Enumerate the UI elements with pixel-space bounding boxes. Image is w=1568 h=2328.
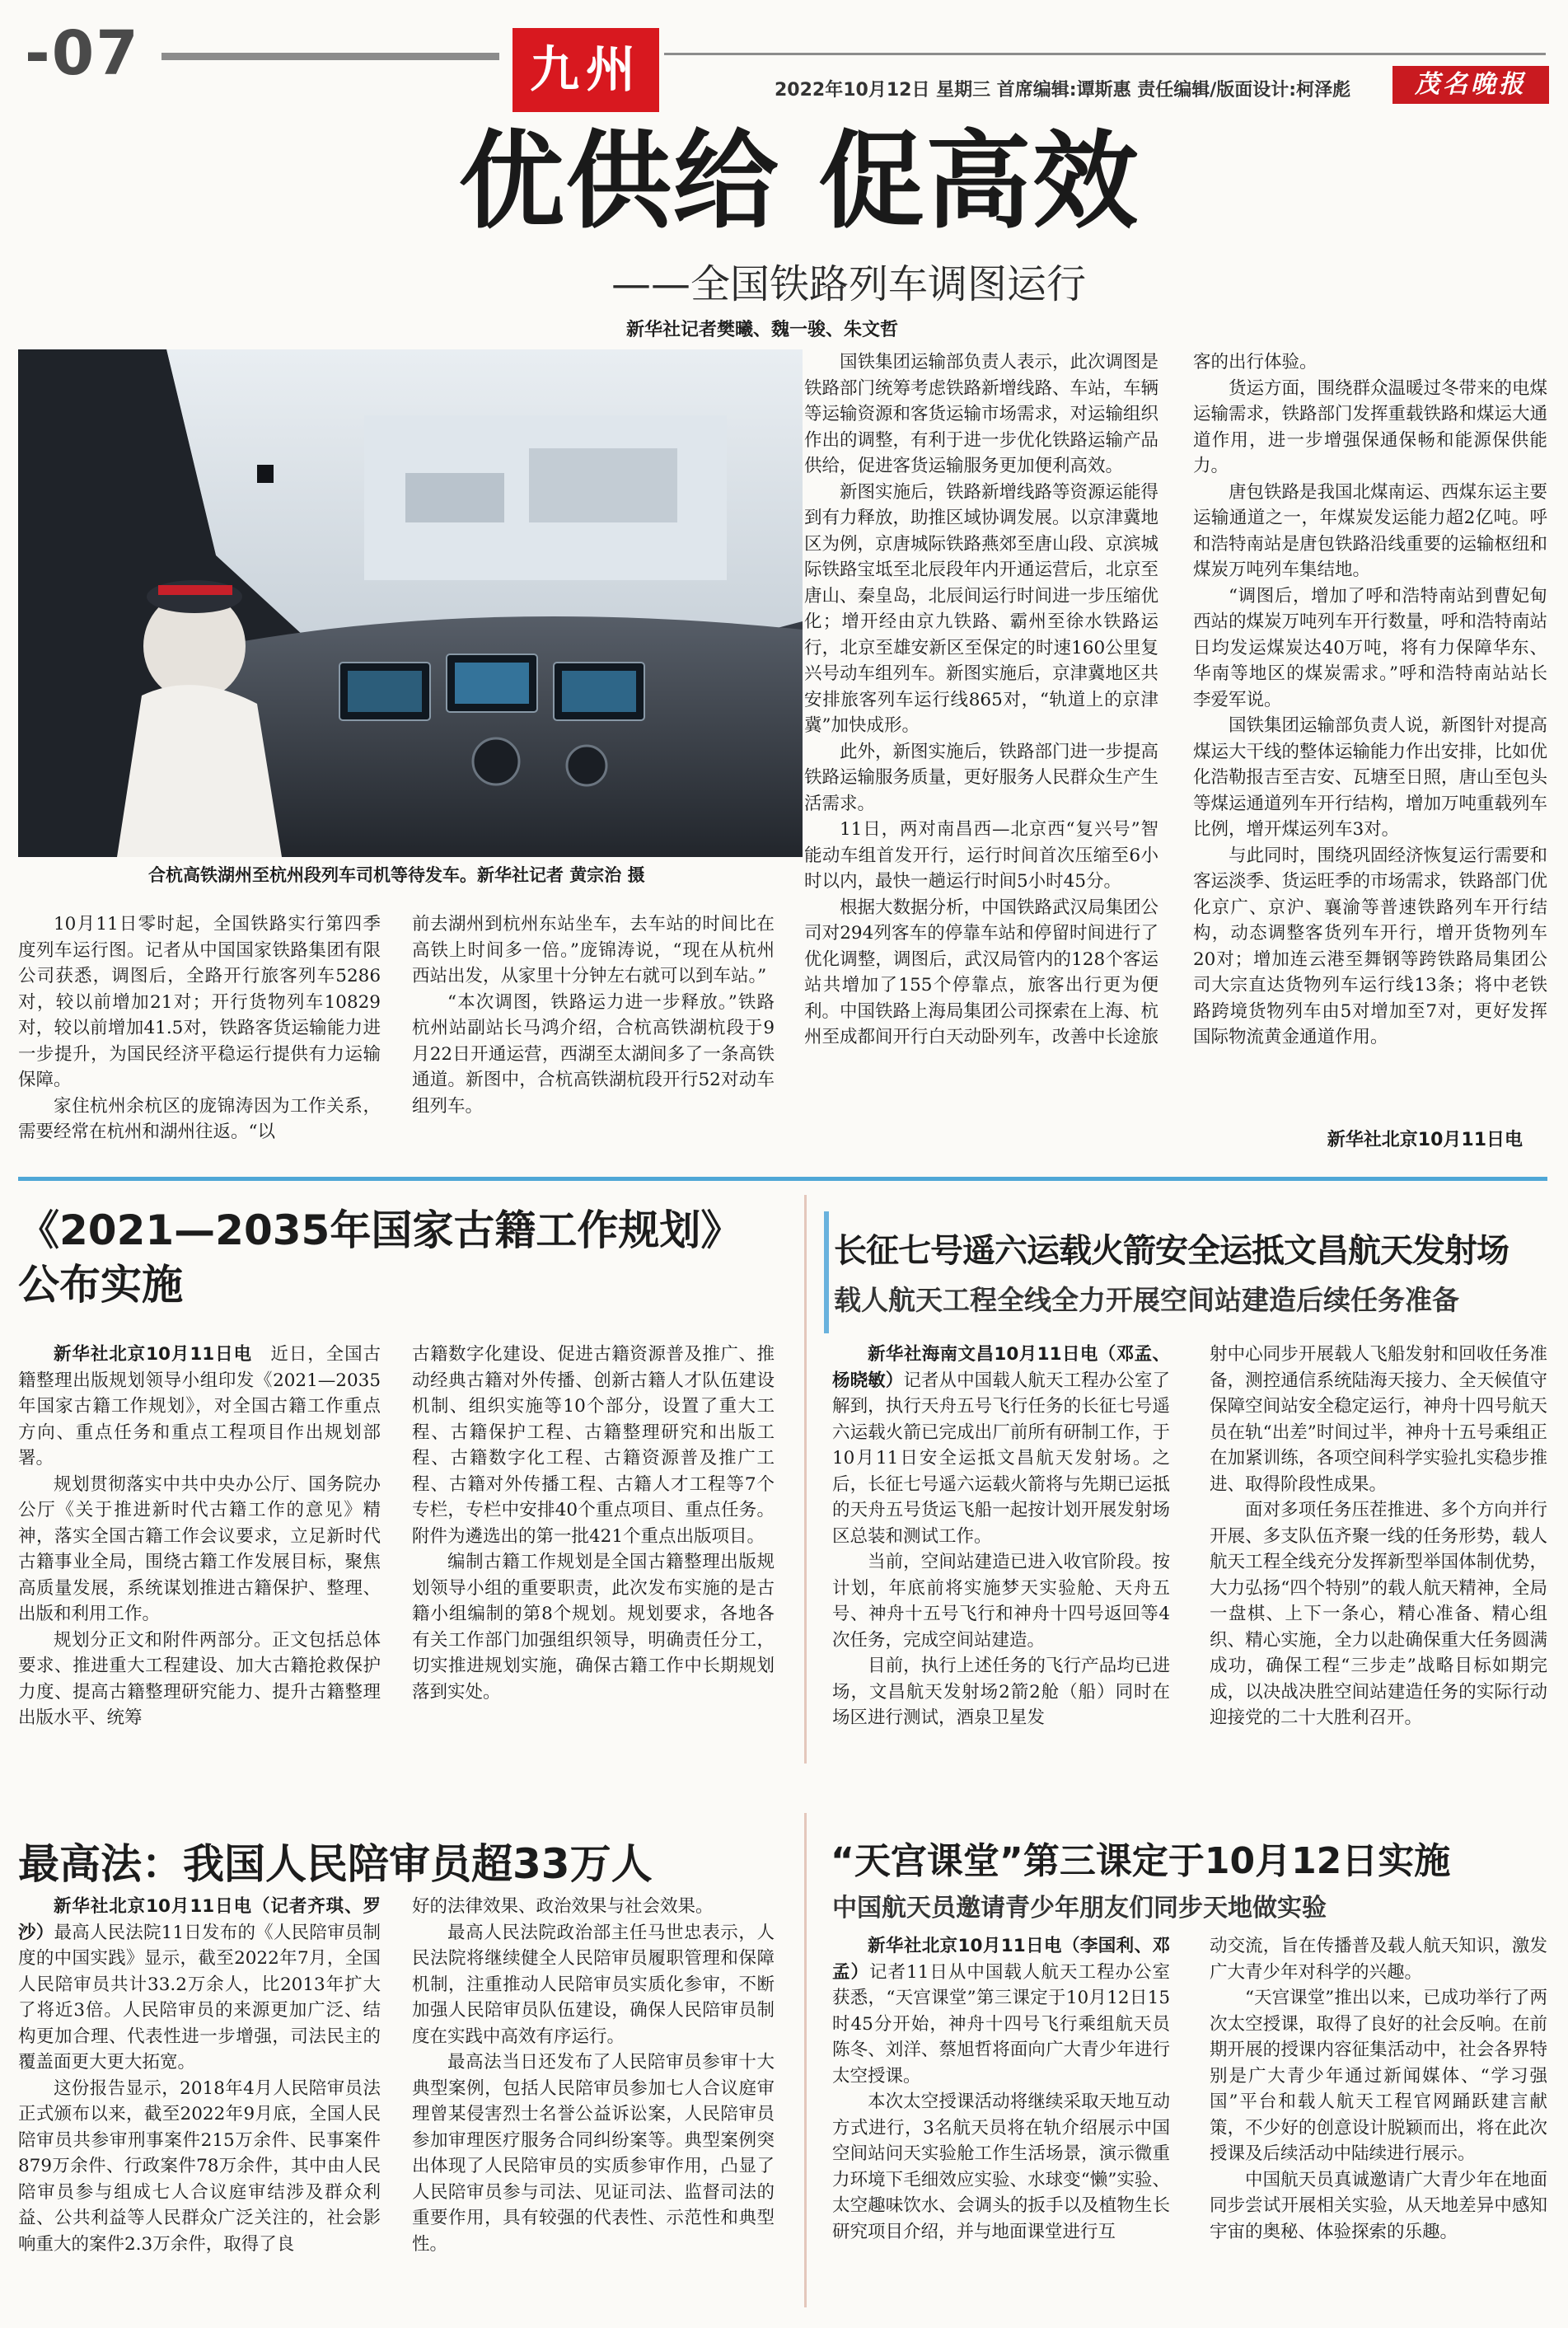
- lead-photo: [18, 349, 803, 857]
- paragraph: 前去湖州到杭州东站坐车，去车站的时间比在高铁上时间多一倍。”庞锦涛说，“现在从杭州西站出发，从家里十分钟左右就可以到车站。”: [412, 914, 775, 986]
- jury-column-2: [412, 1894, 775, 2322]
- paragraph: 家住杭州余杭区的庞锦涛因为工作关系，需要经常在杭州和湖州往返。“以: [18, 1095, 381, 1142]
- vertical-divider: [804, 1813, 807, 2307]
- paragraph: 目前，执行上述任务的飞行产品均已进场，文昌航天发射场2箭2舱（船）同时在场区进行测试，酒泉卫星发: [832, 1656, 1170, 1728]
- rocket-column-1: [832, 1342, 1170, 1778]
- paragraph: 客的出行体验。: [1193, 352, 1318, 372]
- lead-subtitle: ——全国铁路列车调图运行: [611, 261, 1086, 307]
- paragraph: 动交流，旨在传播普及载人航天知识，激发广大青少年对科学的兴趣。: [1210, 1936, 1547, 1983]
- rocket-column-2: [1210, 1342, 1547, 1778]
- paragraph: 规划贯彻落实中共中央办公厅、国务院办公厅《关于推进新时代古籍工作的意见》精神，落实全国古籍工作会议要求，立足新时代古籍事业全局，围绕古籍工作发展目标，聚焦高质量发展，系统谋划推进古籍保护、整理、出版和利用工作。: [18, 1473, 381, 1624]
- rocket-title-bar: [824, 1211, 829, 1333]
- paragraph: 近日，全国古籍整理出版规划领导小组印发《2021—2035年国家古籍工作规划》，对全国古籍工作重点方向、重点任务和重点工程项目作出规划部署。: [18, 1344, 381, 1468]
- guji-column-1: [18, 1342, 381, 1778]
- paragraph: 11日，两对南昌西—北京西“复兴号”智能动车组首发开行，运行时间首次压缩至6小时以内，最快一趟运行时间5小时45分。: [804, 819, 1158, 892]
- masthead-logo: 茂名晚报: [1392, 66, 1549, 104]
- lead-column-1: [18, 911, 381, 1159]
- jury-title: 最高法：我国人民陪审员超33万人: [18, 1840, 653, 1888]
- paragraph: 记者从中国载人航天工程办公室了解到，执行天舟五号飞行任务的长征七号遥六运载火箭已完成出厂前所有研制工作，于10月11日安全运抵文昌航天发射场。之后，长征七号遥六运载火箭将与先期已运抵的天舟五号货运飞船一起按计划开展发射场区总装和测试工作。: [832, 1370, 1170, 1547]
- vertical-divider: [804, 1195, 807, 1764]
- title-line: 《2021—2035年国家古籍工作规划》: [18, 1206, 742, 1254]
- header-rule-left: [161, 53, 499, 60]
- paragraph: 新图实施后，铁路新增线路等资源运能得到有力释放，助推区域协调发展。以京津冀地区为例，京唐城际铁路燕郊至唐山段、京滨城际铁路宝坻至北辰段年内开通运营后，北京至唐山、秦皇岛，北辰间运行时间进一步压缩优化；增开经由京九铁路、霸州至徐水铁路运行，北京至雄安新区至保定的时速160公里复兴号动车组列车。新图实施后，京津冀地区共安排旅客列车运行线865对，“轨道上的京津冀”加快成形。: [804, 481, 1158, 736]
- paragraph: 根据大数据分析，中国铁路武汉局集团公司对294列客车的停靠车站和停留时间进行了优化调整，调图后，武汉局管内的128个客运站共增加了155个停靠点，旅客出行更为便利。中国铁路上海局集团公司探索在上海、杭州至成都间开行白天动卧列车，改善中长途旅: [804, 897, 1158, 1047]
- paragraph: 国铁集团运输部负责人表示，此次调图是铁路部门统筹考虑铁路新增线路、车站，车辆等运输资源和客货运输市场需求，对运输组织作出的调整，有利于进一步优化铁路运输产品供给，促进客货运输服务更加便利高效。: [804, 352, 1158, 476]
- tiangong-column-1: [832, 1933, 1170, 2321]
- paragraph: 唐包铁路是我国北煤南运、西煤东运主要运输通道之一，年煤炭发运能力超2亿吨。呼和浩特南站是唐包铁路沿线重要的运输枢纽和煤炭万吨列车集结地。: [1193, 481, 1547, 580]
- page-number: -07: [25, 18, 140, 89]
- paragraph: 10月11日零时起，全国铁路实行第四季度列车运行图。记者从中国国家铁路集团有限公司获悉，调图后，全路开行旅客列车5286对，较以前增加21对；开行货物列车10829对，较以前增加41.5对，铁路客货运输能力进一步提升，为国民经济平稳运行提供有力运输保障。: [18, 914, 381, 1090]
- tiangong-title: “天宫课堂”第三课定于10月12日实施: [831, 1840, 1451, 1882]
- paragraph: 最高人民法院政治部主任马世忠表示，人民法院将继续健全人民陪审员履职管理和保障机制，注重推动人民陪审员实质化参审，不断加强人民陪审员队伍建设，确保人民陪审员制度在实践中高效有序运行。: [412, 1922, 775, 2047]
- paragraph: 规划分正文和附件两部分。正文包括总体要求、推进重大工程建设、加大古籍抢救保护力度、提高古籍整理研究能力、提升古籍整理出版水平、统筹: [18, 1629, 381, 1728]
- lead-byline: 新华社记者樊曦、魏一骏、朱文哲: [626, 320, 899, 340]
- paragraph: 好的法律效果、政治效果与社会效果。: [412, 1896, 714, 1917]
- train-cab-illustration: [18, 349, 803, 857]
- paragraph: 本次太空授课活动将继续采取天地互动方式进行，3名航天员将在轨介绍展示中国空间站问天实验舱工作生活场景，演示微重力环境下毛细效应实验、水球变“懒”实验、太空趣味饮水、会调头的扳手以及植物生长研究项目介绍，并与地面课堂进行互: [832, 2091, 1170, 2242]
- dateline: 新华社北京10月11日电（记者齐琪、罗沙）: [18, 1896, 381, 1943]
- paragraph: 中国航天员真诚邀请广大青少年在地面同步尝试开展相关实验，从天地差异中感知宇宙的奥秘、体验探索的乐趣。: [1210, 2169, 1547, 2242]
- photo-caption: 合杭高铁湖州至杭州段列车司机等待发车。新华社记者 黄宗治 摄: [148, 865, 645, 885]
- paragraph: 最高法当日还发布了人民陪审员参审十大典型案例，包括人民陪审员参加七人合议庭审理曾某侵害烈士名誉公益诉讼案，人民陪审员参加审理医疗服务合同纠纷案等。典型案例突出体现了人民陪审员的实质参审作用，凸显了人民陪审员参与司法、见证司法、监督司法的重要作用，具有较强的代表性、示范性和典型性。: [412, 2052, 775, 2255]
- paragraph: “本次调图，铁路运力进一步释放。”铁路杭州站副站长马鸿介绍，合杭高铁湖杭段于9月22日开通运营，西湖至太湖间多了一条高铁通道。新图中，合杭高铁湖杭段开行52对动车组列车。: [412, 991, 775, 1117]
- rocket-title: 长征七号遥六运载火箭安全运抵文昌航天发射场: [834, 1232, 1509, 1270]
- paragraph: 记者11日从中国载人航天工程办公室获悉，“天宫课堂”第三课定于10月12日15时45分开始，神舟十四号飞行乘组航天员陈冬、刘洋、蔡旭哲将面向广大青少年进行太空授课。: [832, 1961, 1170, 2087]
- dateline: 新华社北京10月11日电（李国利、邓孟）: [832, 1936, 1170, 1983]
- paragraph: 这份报告显示，2018年4月人民陪审员法正式颁布以来，截至2022年9月底，全国人民陪审员共参审刑事案件215万余件、民事案件879万余件、行政案件78万余件，其中由人民陪审员参与组成七人合议庭审结涉及群众利益、公共利益等人民群众广泛关注的，社会影响重大的案件2.3万余件，取得了良: [18, 2077, 381, 2255]
- dateline: 新华社海南文昌10月11日电（邓孟、杨晓敏）: [832, 1344, 1170, 1391]
- guji-column-2: [412, 1342, 775, 1778]
- paragraph: 当前，空间站建造已进入收官阶段。按计划，年底前将实施梦天实验舱、天舟五号、神舟十五号飞行和神舟十四号返回等4次任务，完成空间站建造。: [832, 1552, 1170, 1651]
- paragraph: 射中心同步开展载人飞船发射和回收任务准备，测控通信系统陆海天接力、全天候值守保障空间站安全稳定运行，神舟十四号航天员在轨“出差”时间过半，神舟十五号乘组正在加紧训练，各项空间科学实验扎实稳步推进、取得阶段性成果。: [1210, 1344, 1547, 1495]
- rocket-subtitle: 载人航天工程全线全力开展空间站建造后续任务准备: [834, 1284, 1459, 1316]
- paragraph: 与此同时，围绕巩固经济恢复运行需要和客运淡季、货运旺季的市场需求，铁路部门优化京广、京沪、襄渝等普速铁路列车开行结构，动态调整客货列车开行，增开货物列车20对；增加连云港至舞钢等跨铁路局集团公司大宗直达货物列车运行线13条；将中老铁路跨境货物列车由5对增加至7对，更好发挥国际物流黄金通道作用。: [1193, 845, 1547, 1047]
- paragraph: “调图后，增加了呼和浩特南站到曹妃甸西站的煤炭万吨列车开行数量，呼和浩特南站日均发运煤炭达40万吨，将有力保障华东、华南等地区的煤炭需求。”呼和浩特南站站长李爱军说。: [1193, 585, 1547, 710]
- paragraph: 最高人民法院11日发布的《人民陪审员制度的中国实践》显示，截至2022年7月，全国人民陪审员共计33.2万余人，比2013年扩大了将近3倍。人民陪审员的来源更加广泛、结构更加合理、代表性进一步增强，司法民主的覆盖面更大更大拓宽。: [18, 1922, 381, 2073]
- lead-column-4: [1193, 349, 1547, 1124]
- paragraph: 国铁集团运输部负责人说，新图针对提高煤运大干线的整体运输能力作出安排，比如优化浩勒报吉至吉安、瓦塘至日照，唐山至包头等煤运通道列车开行结构，增加万吨重载列车比例，增开煤运列车3对。: [1193, 715, 1547, 840]
- title-line: 公布实施: [18, 1261, 183, 1309]
- tiangong-subtitle: 中国航天员邀请青少年朋友们同步天地做实验: [832, 1894, 1327, 1923]
- jury-column-1: [18, 1894, 381, 2322]
- header-rule-right: [664, 53, 1546, 55]
- tiangong-column-2: [1210, 1933, 1547, 2321]
- lead-title: 优供给 促高效: [458, 120, 1140, 243]
- dateline-bar: 2022年10月12日 星期三 首席编辑:谭斯惠 责任编辑/版面设计:柯泽彪: [775, 80, 1351, 101]
- section-badge: 九州: [513, 28, 659, 112]
- paragraph: 货运方面，围绕群众温暖过冬带来的电煤运输需求，铁路部门发挥重载铁路和煤运大通道作用，进一步增强保通保畅和能源保供能力。: [1193, 377, 1547, 476]
- paragraph: “天宫课堂”推出以来，已成功举行了两次太空授课，取得了良好的社会反响。在前期开展的授课内容征集活动中，社会各界特别是广大青少年通过新闻媒体、“学习强国”平台和载人航天工程官网踊跃建言献策，不少好的创意设计脱颖而出，将在此次授课及后续活动中陆续进行展示。: [1210, 1988, 1547, 2164]
- lead-column-2: [412, 911, 775, 1159]
- lead-sign-off: 新华社北京10月11日电: [1327, 1130, 1523, 1150]
- guji-title: [18, 1203, 801, 1312]
- paragraph: 古籍数字化建设、促进古籍资源普及推广、推动经典古籍对外传播、创新古籍人才队伍建设机制、组织实施等10个部分，设置了重大工程、古籍保护工程、古籍整理研究和出版工程、古籍数字化工程、古籍资源普及推广工程、古籍对外传播工程、古籍人才工程等7个专栏，专栏中安排40个重点项目、重点任务。附件为遴选出的第一批421个重点出版项目。: [412, 1344, 775, 1547]
- dateline: 新华社北京10月11日电: [54, 1344, 252, 1365]
- section-divider: [18, 1177, 1547, 1181]
- paragraph: 此外，新图实施后，铁路部门进一步提高铁路运输服务质量，更好服务人民群众生产生活需求。: [804, 741, 1158, 814]
- paragraph: 面对多项任务压茬推进、多个方向并行开展、多支队伍齐聚一线的任务形势，载人航天工程全线充分发挥新型举国体制优势，大力弘扬“四个特别”的载人航天精神，全局一盘棋、上下一条心，精心准备、精心组织、精心实施，全力以赴确保重大任务圆满成功，确保工程“三步走”战略目标如期完成，以决战决胜空间站建造任务的实际行动迎接党的二十大胜利召开。: [1210, 1500, 1547, 1728]
- lead-column-3: [804, 349, 1158, 1161]
- paragraph: 编制古籍工作规划是全国古籍整理出版规划领导小组的重要职责，此次发布实施的是古籍小组编制的第8个规划。规划要求，各地各有关工作部门加强组织领导，明确责任分工，切实推进规划实施，确保古籍工作中长期规划落到实处。: [412, 1552, 775, 1703]
